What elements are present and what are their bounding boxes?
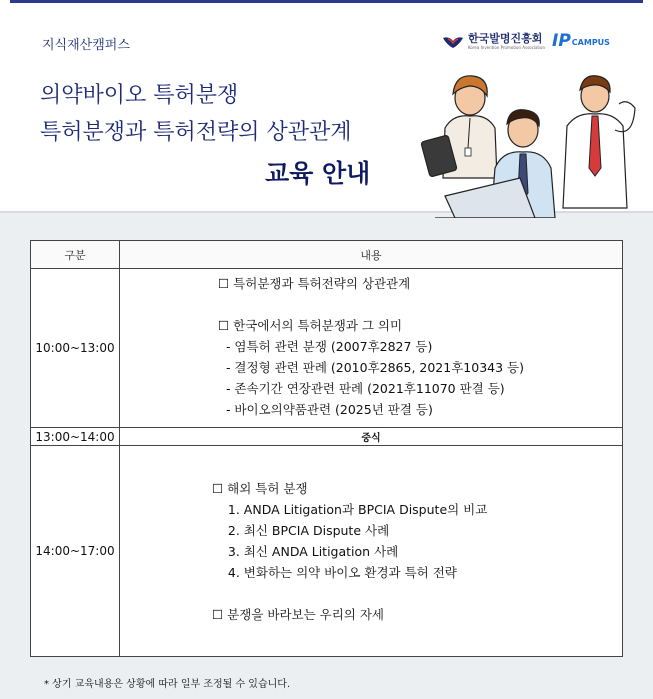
session2-line: 1. ANDA Litigation과 BPCIA Dispute의 비교 (212, 501, 488, 517)
title-line-3: 교육 안내 (265, 159, 371, 188)
table-header-row (31, 241, 623, 269)
lunch-label: 중식 (120, 428, 623, 446)
kipa-logo-text: 한국발명진흥회 (468, 32, 543, 45)
session1-line: - 존속기간 연장관련 판례 (2021후11070 판결 등) (218, 381, 505, 396)
session1-line: - 바이오의약품관련 (2025년 판결 등) (218, 402, 433, 417)
title-line-1: 의약바이오 특허분쟁 (40, 83, 239, 108)
ip-logo-campus: CAMPUS (571, 38, 610, 47)
session2-line: 4. 변화하는 의약 바이오 환경과 특허 전략 (212, 564, 457, 580)
table-row-session2 (31, 446, 623, 657)
office-workers-illustration (405, 68, 640, 218)
session2-line: ☐ 분쟁을 바라보는 우리의 자세 (212, 606, 385, 622)
top-accent-bar (10, 0, 643, 3)
session2-line (212, 583, 622, 604)
session2-time: 14:00~17:00 (31, 446, 120, 657)
session2-content (120, 446, 623, 657)
session1-content (120, 269, 623, 428)
title-line-2: 특허분쟁과 특허전략의 상관관계 (40, 120, 352, 145)
kipa-emblem-icon (442, 35, 464, 49)
header-content: 내용 (120, 241, 623, 269)
kipa-logo (442, 33, 545, 50)
table-row-lunch (31, 428, 623, 446)
ip-campus-logo (552, 32, 610, 50)
session1-line: - 결정형 관련 판례 (2010후2865, 2021후10343 등) (218, 360, 524, 375)
session1-time: 10:00~13:00 (31, 269, 120, 428)
campus-name: 지식재산캠퍼스 (42, 38, 130, 53)
kipa-logo-subtext: Korea Invention Promotion Association (468, 45, 546, 50)
header-time: 구분 (31, 241, 120, 269)
session1-line: - 염특허 관련 분쟁 (2007후2827 등) (218, 339, 433, 354)
lunch-time: 13:00~14:00 (31, 428, 120, 446)
session2-line: 3. 최신 ANDA Litigation 사례 (212, 543, 399, 559)
footnote: * 상기 교육내용은 상황에 따라 일부 조정될 수 있습니다. (44, 679, 291, 690)
schedule-table (30, 240, 623, 657)
session1-line: ☐ 한국에서의 특허분쟁과 그 의미 (218, 318, 403, 333)
ip-logo-mark: IP (552, 31, 571, 51)
session2-line: 2. 최신 BPCIA Dispute 사례 (212, 522, 390, 538)
session2-line: ☐ 해외 특허 분쟁 (212, 480, 308, 496)
table-row-session1 (31, 269, 623, 428)
session1-line: ☐ 특허분쟁과 특허전략의 상관관계 (218, 276, 411, 291)
session1-line (218, 294, 622, 315)
